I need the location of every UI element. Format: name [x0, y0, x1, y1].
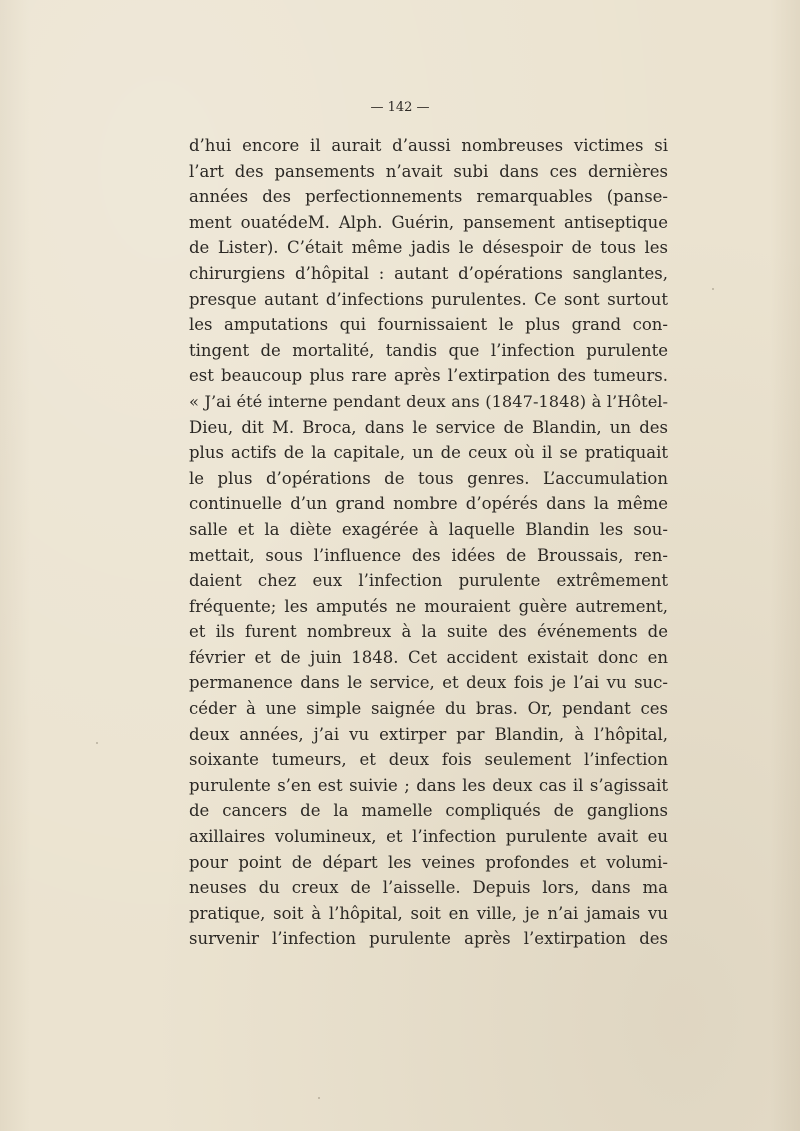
text-line: salle et la diète exagérée à laquelle Blandin les sou- [189, 519, 668, 539]
text-line: l’art des pansements n’avait subi dans ces dernières [189, 161, 668, 181]
text-line: Dieu, dit M. Broca, dans le service de Blandin, un des [189, 417, 668, 437]
text-line: permanence dans le service, et deux fois je l’ai vu suc- [189, 673, 668, 693]
text-line: et ils furent nombreux à la suite des événements de [189, 622, 668, 642]
text-line: de Lister). C’était même jadis le désespoir de tous les [189, 238, 668, 258]
text-line: le plus d’opérations de tous genres. L’accumulation [189, 468, 668, 488]
text-line: deux années, j’ai vu extirper par Blandin, à l’hôpital, [189, 724, 668, 744]
text-line: pour point de départ les veines profondes et volumi- [189, 852, 668, 872]
text-line: tingent de mortalité, tandis que l’infection purulente [189, 340, 668, 360]
text-line: purulente s’en est suivie ; dans les deux cas il s’agissait [189, 775, 668, 795]
text-line: de cancers de la mamelle compliqués de ganglions [189, 801, 668, 821]
text-line: ment ouatédeM. Alph. Guérin, pansement antiseptique [189, 212, 668, 232]
body-text [189, 133, 668, 952]
text-line: plus actifs de la capitale, un de ceux où il se pratiquait [189, 443, 668, 463]
text-line: mettait, sous l’influence des idées de Broussais, ren- [189, 545, 668, 565]
text-line: d’hui encore il aurait d’aussi nombreuses victimes si [189, 136, 668, 155]
text-line: fréquente; les amputés ne mouraient guère autrement, [189, 596, 668, 616]
text-line: neuses du creux de l’aisselle. Depuis lors, dans ma [189, 878, 668, 898]
text-line: chirurgiens d’hôpital : autant d’opérations sanglantes, [189, 263, 668, 283]
paper-speck [96, 742, 98, 744]
text-line: soixante tumeurs, et deux fois seulement l’infection [189, 750, 668, 770]
text-line: est beaucoup plus rare après l’extirpation des tumeurs. [189, 366, 668, 386]
text-line: daient chez eux l’infection purulente extrêmement [189, 571, 668, 591]
text-line: années des perfectionnements remarquables (panse- [189, 187, 668, 207]
text-line: pratique, soit à l’hôpital, soit en ville, je n’ai jamais vu [189, 903, 668, 923]
text-line: « J’ai été interne pendant deux ans (1847-1848) à l’Hôtel- [189, 391, 668, 411]
text-line: presque autant d’infections purulentes. Ce sont surtout [189, 289, 668, 309]
text-line: axillaires volumineux, et l’infection purulente avait eu [189, 827, 668, 847]
text-line: les amputations qui fournissaient le plus grand con- [189, 315, 668, 335]
text-line: février et de juin 1848. Cet accident existait donc en [189, 647, 668, 667]
page-number: — 142 — [370, 100, 430, 115]
text-line: céder à une simple saignée du bras. Or, pendant ces [189, 699, 668, 719]
paper-speck [712, 288, 714, 290]
paper-speck [318, 1097, 320, 1099]
text-line: survenir l’infection purulente après l’extirpation des [189, 929, 668, 949]
text-line: continuelle d’un grand nombre d’opérés dans la même [189, 494, 668, 514]
